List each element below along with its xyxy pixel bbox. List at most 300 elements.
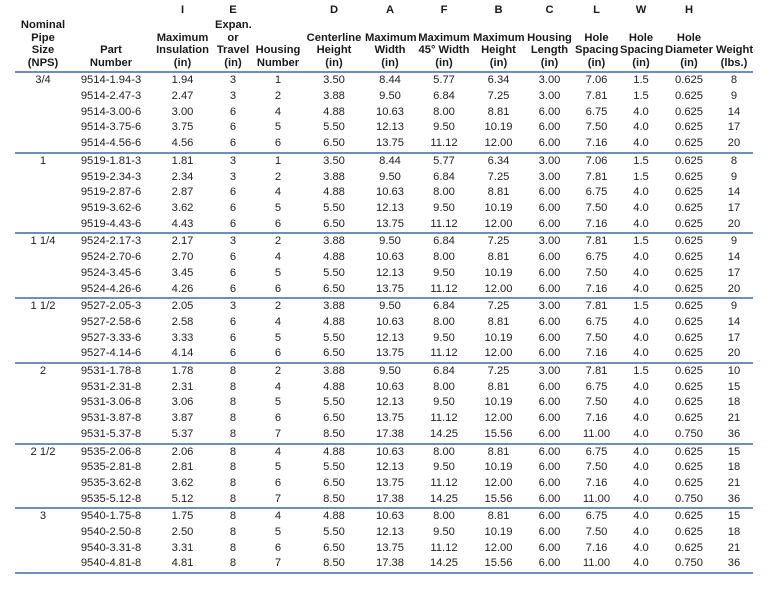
hole-spacing-l-cell: 6.75: [585, 445, 608, 458]
max-45-width-cell: 9.50: [433, 266, 455, 279]
max-width-cell: 10.63: [376, 445, 404, 458]
nps-cell: [15, 201, 71, 217]
nps-cell: [15, 411, 71, 427]
hole-spacing-w-cell: 4.0: [633, 202, 649, 214]
part-number-cell: 9531-3.87-8: [80, 412, 142, 425]
max-45-width-cell: 9.50: [433, 331, 455, 344]
header-line: Hole: [584, 31, 609, 44]
centerline-height-cell: 4.88: [323, 315, 345, 328]
hole-spacing-l-cell: 11.00: [574, 492, 619, 509]
centerline-height-cell: 4.88: [323, 510, 345, 523]
nps-cell: [15, 105, 71, 121]
header-line: (in): [325, 56, 343, 69]
expansion-travel-cell: 8: [229, 445, 237, 458]
weight-cell: 36: [715, 556, 753, 573]
max-insulation-cell: 3.62: [171, 202, 194, 214]
part-number-cell: 9519-2.87-6: [80, 186, 142, 199]
nps-group: [15, 363, 753, 444]
header-line: Nominal: [20, 19, 66, 31]
header-line: Maximum: [156, 31, 209, 44]
part-number-cell: 9540-4.81-8: [71, 556, 151, 573]
hole-spacing-w-cell: 1.5: [633, 365, 649, 378]
max-height-header: [472, 19, 525, 72]
hole-spacing-w-cell: 4.0: [619, 346, 663, 363]
housing-number-letter: [252, 4, 304, 19]
hole-diameter-cell: 0.625: [675, 235, 703, 248]
hole-spacing-w-cell: 4.0: [619, 492, 663, 509]
max-height-cell: 15.56: [472, 427, 525, 444]
table-row: [15, 525, 753, 541]
table-row: [15, 556, 753, 573]
max-width-cell: 9.50: [379, 170, 401, 183]
hole-spacing-l-cell: 7.50: [585, 202, 608, 214]
max-width-cell: 10.63: [376, 510, 404, 523]
centerline-height-cell: 3.88: [323, 90, 345, 103]
nps-cell: [15, 136, 71, 153]
max-45-width-cell: 8.00: [433, 105, 455, 118]
housing-length-cell: 6.00: [525, 136, 574, 153]
max-width-cell: 12.13: [376, 202, 404, 214]
expansion-travel-cell: 8: [229, 412, 237, 425]
header-line: Insulation: [156, 44, 209, 57]
header-line: 45° Width: [418, 44, 470, 57]
max-height-cell: 10.19: [484, 526, 513, 539]
max-width-cell: 17.38: [364, 492, 416, 509]
nps-cell: [15, 492, 71, 509]
header-line: (in): [540, 56, 559, 69]
nps-group: [15, 508, 753, 573]
hole-spacing-l-cell: 6.75: [585, 105, 608, 118]
housing-number-cell: 1: [274, 154, 282, 167]
max-45-width-cell: 6.84: [433, 235, 455, 248]
max-insulation-cell: 2.70: [171, 251, 194, 264]
max-height-cell: 8.81: [487, 251, 510, 264]
expansion-travel-cell: 3: [229, 154, 237, 167]
max-width-cell: 9.50: [379, 90, 401, 103]
nps-letter: [15, 4, 71, 19]
nps-group: [15, 444, 753, 509]
hole-diameter-cell: 0.625: [675, 170, 703, 183]
part-number-cell: 9519-2.34-3: [80, 170, 142, 183]
hole-spacing-w-cell: 1.5: [633, 170, 649, 183]
part-number-cell: 9527-4.14-6: [71, 346, 151, 363]
table-row: [15, 395, 753, 411]
housing-number-cell: 5: [274, 526, 282, 539]
part-number-cell: 9514-2.47-3: [80, 90, 142, 103]
housing-length-cell: 6.00: [525, 427, 574, 444]
expansion-travel-cell: 8: [214, 427, 252, 444]
centerline-height-cell: 5.50: [323, 331, 345, 344]
header-line: Centerline: [306, 31, 362, 44]
hole-spacing-l-cell: 7.16: [585, 412, 608, 425]
max-insulation-cell: 3.87: [171, 412, 194, 425]
housing-length-cell: 6.00: [538, 315, 561, 328]
nps-cell: [15, 395, 71, 411]
centerline-height-cell: 5.50: [323, 202, 345, 214]
weight-cell: 10: [727, 365, 741, 378]
table-row: [15, 380, 753, 396]
max-45-width-cell: 8.00: [433, 510, 455, 523]
max-height-cell: 10.19: [484, 461, 513, 474]
part-number-cell: 9524-4.26-6: [71, 282, 151, 299]
hole-diameter-cell: 0.625: [675, 526, 703, 539]
hole-diameter-cell: 0.625: [675, 266, 703, 279]
centerline-height-cell: 6.50: [323, 541, 345, 554]
max-insulation-cell: 2.17: [171, 235, 194, 248]
housing-number-cell: 5: [274, 461, 282, 474]
table-row: [15, 298, 753, 315]
centerline-height-cell: 5.50: [323, 121, 345, 134]
expansion-travel-cell: 8: [229, 365, 237, 378]
nps-cell: [15, 170, 71, 186]
housing-length-cell: 3.00: [538, 365, 561, 378]
max-height-cell: 7.25: [487, 90, 510, 103]
expansion-travel-cell: 8: [229, 526, 237, 539]
expansion-travel-header: [214, 19, 252, 72]
nps-cell: [15, 556, 71, 573]
max-width-cell: 9.50: [379, 365, 401, 378]
hole-spacing-w-cell: 4.0: [633, 251, 649, 264]
hole-spacing-l-cell: 7.16: [574, 282, 619, 299]
max-45-width-cell: 5.77: [433, 154, 455, 167]
hole-spacing-l-cell: 7.50: [585, 121, 608, 134]
housing-length-cell: 3.00: [538, 235, 561, 248]
max-45-width-cell: 14.25: [416, 556, 472, 573]
hole-spacing-w-cell: 4.0: [633, 121, 649, 134]
centerline-height-cell: 5.50: [323, 266, 345, 279]
table-header: [15, 4, 753, 72]
max-insulation-cell: 2.05: [171, 300, 194, 313]
part-number-cell: 9535-5.12-8: [71, 492, 151, 509]
hole-diameter-letter: H: [684, 4, 694, 16]
weight-cell: 8: [730, 74, 738, 87]
hole-diameter-cell: 0.750: [663, 492, 715, 509]
max-insulation-cell: 3.62: [171, 476, 194, 489]
housing-number-cell: 7: [252, 556, 304, 573]
hole-spacing-w-cell: 4.0: [619, 556, 663, 573]
weight-cell: 21: [727, 412, 741, 425]
hole-spacing-w-cell: 4.0: [633, 445, 649, 458]
max-insulation-cell: 1.94: [171, 74, 194, 87]
table-row: [15, 444, 753, 461]
max-insulation-cell: 3.33: [171, 331, 194, 344]
nps-cell: [15, 266, 71, 282]
max-45-width-cell: 9.50: [433, 461, 455, 474]
hole-spacing-l-cell: 7.16: [585, 541, 608, 554]
max-width-cell: 10.63: [376, 315, 404, 328]
max-45-width-cell: 6.84: [433, 90, 455, 103]
nps-cell: [15, 460, 71, 476]
weight-cell: 18: [727, 396, 741, 409]
table-row: [15, 411, 753, 427]
housing-number-cell: 1: [274, 74, 282, 87]
max-45-width-cell: 8.00: [433, 380, 455, 393]
expansion-travel-cell: 8: [229, 541, 237, 554]
table-row: [15, 460, 753, 476]
housing-number-cell: 6: [274, 412, 282, 425]
centerline-height-cell: 6.50: [304, 282, 364, 299]
max-height-cell: 7.25: [487, 170, 510, 183]
expansion-travel-cell: 8: [229, 461, 237, 474]
housing-length-cell: 6.00: [538, 251, 561, 264]
table-row: [15, 89, 753, 105]
table-row: [15, 282, 753, 299]
max-width-cell: 13.75: [364, 136, 416, 153]
max-45-width-cell: 11.12: [416, 282, 472, 299]
housing-number-cell: 6: [274, 541, 282, 554]
max-insulation-cell: 3.00: [171, 105, 194, 118]
hole-spacing-l-cell: 7.50: [585, 266, 608, 279]
housing-length-cell: 6.00: [538, 541, 561, 554]
housing-number-cell: 6: [274, 476, 282, 489]
weight-cell: 14: [727, 105, 741, 118]
hole-diameter-cell: 0.625: [675, 396, 703, 409]
hole-spacing-w-cell: 1.5: [633, 74, 649, 87]
centerline-height-cell: 4.88: [323, 105, 345, 118]
housing-length-cell: 3.00: [538, 170, 561, 183]
housing-number-cell: 4: [274, 251, 282, 264]
weight-cell: 9: [730, 300, 738, 313]
housing-length-cell: 3.00: [538, 90, 561, 103]
weight-cell: 18: [727, 526, 741, 539]
max-width-cell: 10.63: [376, 105, 404, 118]
hole-diameter-header: [663, 19, 715, 72]
hole-spacing-w-cell: 4.0: [633, 461, 649, 474]
max-height-letter: B: [494, 4, 503, 16]
max-width-letter: A: [385, 4, 395, 16]
hole-spacing-w-cell: 4.0: [619, 427, 663, 444]
housing-number-cell: 4: [274, 510, 282, 523]
nps-cell: [15, 525, 71, 541]
max-height-cell: 12.00: [484, 541, 513, 554]
hole-diameter-cell: 0.625: [675, 251, 703, 264]
hole-diameter-cell: 0.625: [663, 217, 715, 234]
housing-number-cell: 5: [274, 331, 282, 344]
max-height-cell: 8.81: [487, 445, 510, 458]
centerline-height-cell: 4.88: [323, 380, 345, 393]
max-insulation-cell: 5.37: [151, 427, 214, 444]
weight-cell: 9: [730, 170, 738, 183]
housing-number-cell: 5: [274, 266, 282, 279]
max-insulation-cell: 4.26: [151, 282, 214, 299]
expansion-travel-cell: 6: [214, 136, 252, 153]
header-line: (in): [381, 56, 399, 69]
hole-diameter-cell: 0.750: [663, 556, 715, 573]
table-row: [15, 346, 753, 363]
header-line: Maximum: [365, 31, 417, 44]
expansion-travel-cell: 6: [229, 315, 237, 328]
hole-spacing-l-cell: 6.75: [585, 380, 608, 393]
nps-cell: 2: [39, 365, 47, 378]
max-height-cell: 10.19: [484, 121, 513, 134]
hole-spacing-l-cell: 7.16: [574, 217, 619, 234]
hole-spacing-l-header: [574, 19, 619, 72]
expansion-travel-cell: 8: [229, 396, 237, 409]
hole-spacing-l-cell: 7.81: [585, 365, 608, 378]
header-line: (lbs.): [720, 56, 748, 69]
expansion-travel-cell: 8: [229, 510, 237, 523]
nps-cell: [15, 89, 71, 105]
max-height-cell: 10.19: [484, 331, 513, 344]
header-line: (in): [680, 56, 698, 69]
hole-diameter-cell: 0.625: [675, 380, 703, 393]
hole-spacing-l-cell: 7.16: [574, 346, 619, 363]
housing-number-cell: 2: [274, 235, 282, 248]
weight-cell: 20: [715, 282, 753, 299]
max-height-cell: 12.00: [484, 476, 513, 489]
max-insulation-cell: 2.50: [171, 526, 194, 539]
max-45-width-cell: 11.12: [416, 136, 472, 153]
hole-diameter-cell: 0.625: [675, 461, 703, 474]
hole-spacing-l-cell: 6.75: [585, 510, 608, 523]
max-height-cell: 12.00: [472, 217, 525, 234]
nps-cell: [15, 476, 71, 492]
max-45-width-cell: 8.00: [433, 186, 455, 199]
max-height-cell: 8.81: [487, 186, 510, 199]
housing-number-cell: 2: [274, 300, 282, 313]
weight-cell: 20: [715, 346, 753, 363]
housing-length-cell: 6.00: [538, 266, 561, 279]
header-line: or: [227, 31, 239, 44]
housing-length-cell: 6.00: [525, 282, 574, 299]
max-width-cell: 10.63: [376, 186, 404, 199]
nps-group: [15, 72, 753, 153]
hole-diameter-cell: 0.625: [675, 121, 703, 134]
table-row: [15, 120, 753, 136]
max-height-cell: 12.00: [484, 412, 513, 425]
table-row: [15, 185, 753, 201]
housing-number-cell: 5: [274, 396, 282, 409]
hole-diameter-cell: 0.625: [675, 90, 703, 103]
max-45-width-cell: 6.84: [433, 300, 455, 313]
header-line: Length: [530, 44, 569, 57]
max-45-width-cell: 9.50: [433, 396, 455, 409]
weight-cell: 15: [727, 510, 741, 523]
max-insulation-cell: 3.75: [171, 121, 194, 134]
housing-number-cell: 2: [274, 365, 282, 378]
table-row: [15, 201, 753, 217]
housing-number-cell: 5: [274, 202, 282, 214]
hole-spacing-l-cell: 7.06: [585, 74, 608, 87]
nps-cell: 1 1/2: [30, 300, 56, 313]
max-insulation-cell: 2.81: [171, 461, 194, 474]
hole-spacing-w-cell: 1.5: [633, 90, 649, 103]
max-width-cell: 12.13: [376, 331, 404, 344]
hole-spacing-l-cell: 7.50: [585, 461, 608, 474]
centerline-height-cell: 8.50: [304, 492, 364, 509]
housing-length-cell: 6.00: [525, 492, 574, 509]
header-line: (in): [632, 56, 650, 69]
weight-cell: 14: [727, 315, 741, 328]
hole-diameter-cell: 0.625: [675, 331, 703, 344]
hole-spacing-w-cell: 4.0: [633, 396, 649, 409]
max-insulation-cell: 1.81: [171, 154, 194, 167]
table-row: [15, 541, 753, 557]
expansion-travel-cell: 6: [229, 202, 237, 214]
table-row: [15, 170, 753, 186]
expansion-travel-cell: 6: [214, 217, 252, 234]
header-line: Maximum: [418, 31, 470, 44]
centerline-height-cell: 6.50: [323, 476, 345, 489]
centerline-height-cell: 8.50: [304, 427, 364, 444]
max-height-cell: 6.34: [487, 154, 510, 167]
hole-spacing-w-cell: 4.0: [633, 315, 649, 328]
hole-diameter-cell: 0.750: [663, 427, 715, 444]
max-width-header: [364, 19, 416, 72]
centerline-height-cell: 5.50: [323, 396, 345, 409]
header-line: Hole: [676, 31, 702, 44]
centerline-height-cell: 3.50: [323, 154, 345, 167]
part-number-cell: 9519-4.43-6: [71, 217, 151, 234]
weight-cell: 14: [727, 186, 741, 199]
max-height-cell: 8.81: [487, 105, 510, 118]
part-number-cell: 9540-3.31-8: [80, 541, 142, 554]
hole-diameter-cell: 0.625: [663, 136, 715, 153]
max-height-cell: 7.25: [487, 365, 510, 378]
part-number-cell: 9531-5.37-8: [71, 427, 151, 444]
nps-cell: [15, 250, 71, 266]
hole-spacing-l-cell: 11.00: [574, 556, 619, 573]
housing-number-cell: 6: [252, 217, 304, 234]
housing-length-cell: 6.00: [538, 380, 561, 393]
part-number-cell: 9527-3.33-6: [80, 331, 142, 344]
housing-length-cell: 6.00: [538, 121, 561, 134]
housing-length-cell: 6.00: [538, 476, 561, 489]
hole-spacing-l-cell: 7.81: [585, 90, 608, 103]
max-height-cell: 8.81: [487, 315, 510, 328]
header-line: Height: [316, 44, 352, 57]
housing-length-cell: 6.00: [525, 346, 574, 363]
header-line: Expan.: [215, 19, 252, 31]
nps-group: [15, 298, 753, 363]
housing-length-cell: 6.00: [538, 461, 561, 474]
table-row: [15, 105, 753, 121]
part-number-cell: 9514-3.00-6: [80, 105, 142, 118]
max-width-cell: 13.75: [376, 412, 404, 425]
max-height-cell: 8.81: [487, 380, 510, 393]
header-line: (NPS): [27, 56, 59, 69]
hole-spacing-l-cell: 7.16: [585, 476, 608, 489]
header-line: Travel: [216, 44, 250, 57]
max-width-cell: 10.63: [376, 380, 404, 393]
max-insulation-cell: 2.47: [171, 90, 194, 103]
hole-diameter-cell: 0.625: [663, 346, 715, 363]
housing-number-cell: 2: [274, 170, 282, 183]
part-number-cell: 9519-1.81-3: [80, 154, 142, 167]
nps-cell: [15, 427, 71, 444]
table-row: [15, 136, 753, 153]
hole-spacing-w-letter: W: [635, 4, 647, 16]
housing-number-cell: 4: [274, 445, 282, 458]
header-line: (in): [173, 56, 192, 69]
header-line: Pipe: [31, 31, 55, 44]
hole-spacing-w-cell: 4.0: [633, 186, 649, 199]
housing-number-cell: 6: [252, 282, 304, 299]
hole-spacing-l-cell: 6.75: [585, 186, 608, 199]
expansion-travel-cell: 3: [229, 300, 237, 313]
part-number-cell: 9531-2.31-8: [80, 380, 142, 393]
part-number-cell: 9514-4.56-6: [71, 136, 151, 153]
hole-spacing-w-cell: 4.0: [633, 510, 649, 523]
housing-number-cell: 6: [252, 136, 304, 153]
hole-diameter-cell: 0.625: [675, 202, 703, 214]
weight-cell: 17: [727, 202, 741, 214]
header-line: Maximum: [473, 31, 525, 44]
weight-cell: 9: [730, 90, 738, 103]
weight-cell: 20: [715, 217, 753, 234]
max-height-cell: 7.25: [487, 235, 510, 248]
header-line: (in): [489, 56, 508, 69]
